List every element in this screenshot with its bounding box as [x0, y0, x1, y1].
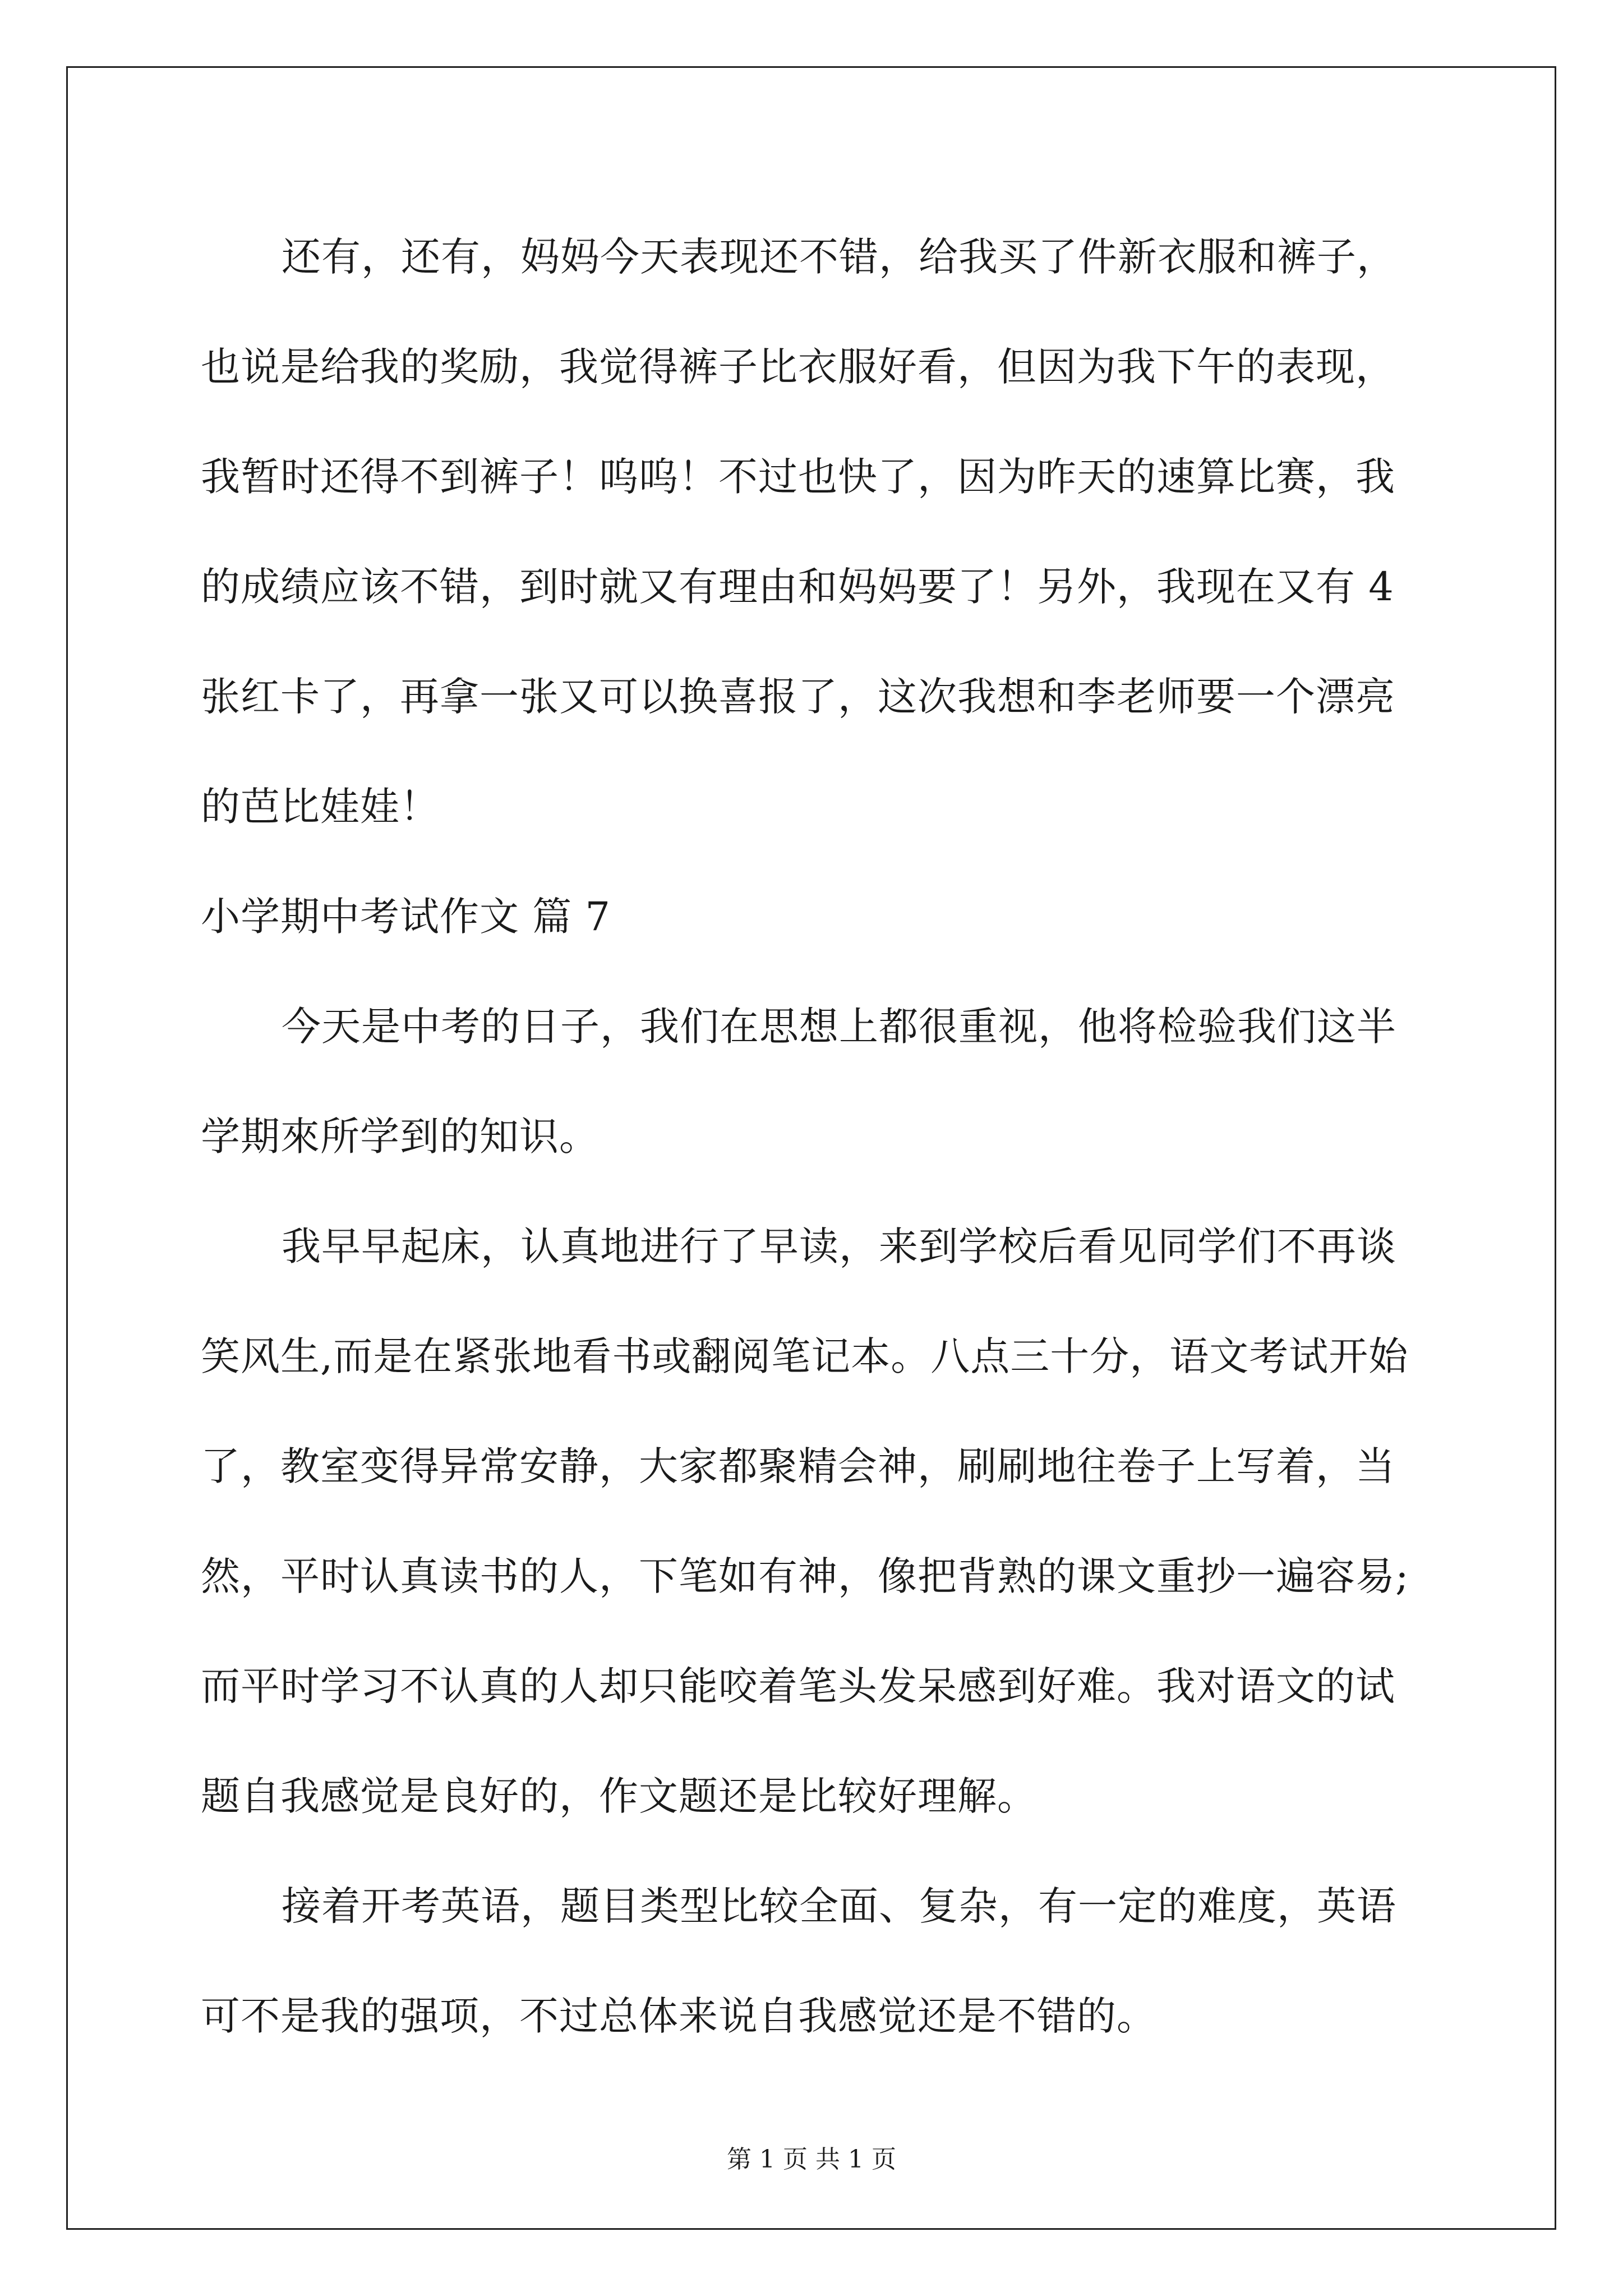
paragraph-line: 而平时学习不认真的人却只能咬着笔头发呆感到好难。我对语文的试	[201, 1663, 1395, 1709]
paragraph-line: 然，平时认真读书的人，下笔如有神，像把背熟的课文重抄一遍容易;	[201, 1553, 1409, 1599]
paragraph-line: 可不是我的强项，不过总体来说自我感觉还是不错的。	[201, 1993, 1156, 2039]
paragraph-line: 还有，还有，妈妈今天表现还不错，给我买了件新衣服和裤子，	[282, 234, 1396, 280]
paragraph-line: 张红卡了，再拿一张又可以换喜报了，这次我想和李老师要一个漂亮	[201, 674, 1395, 720]
paragraph-line: 了，教室变得异常安静，大家都聚精会神，刷刷地往卷子上写着，当	[201, 1443, 1395, 1489]
paragraph-line: 笑风生,而是在紧张地看书或翻阅笔记本。八点三十分，语文考试开始	[201, 1333, 1409, 1379]
paragraph-line: 今天是中考的日子，我们在思想上都很重视，他将检验我们这半	[282, 1004, 1396, 1050]
paragraph-line: 也说是给我的奖励，我觉得裤子比衣服好看，但因为我下午的表现，	[201, 344, 1395, 390]
document-body	[201, 202, 1435, 2071]
page-footer: 第 1 页 共 1 页	[727, 2145, 896, 2174]
paragraph-line: 学期來所学到的知识。	[201, 1114, 599, 1159]
paragraph-line: 的芭比娃娃！	[201, 784, 440, 830]
paragraph-line: 我暂时还得不到裤子！呜呜！不过也快了，因为昨天的速算比赛，我	[201, 454, 1395, 500]
paragraph-line: 的成绩应该不错，到时就又有理由和妈妈要了！另外，我现在又有 4	[201, 564, 1394, 610]
section-heading: 小学期中考试作文 篇 7	[201, 894, 611, 940]
paragraph-line: 题自我感觉是良好的，作文题还是比较好理解。	[201, 1773, 1037, 1819]
paragraph-line: 接着开考英语，题目类型比较全面、复杂，有一定的难度，英语	[282, 1883, 1396, 1929]
paragraph-line: 我早早起床，认真地进行了早读，来到学校后看见同学们不再谈	[282, 1223, 1396, 1269]
